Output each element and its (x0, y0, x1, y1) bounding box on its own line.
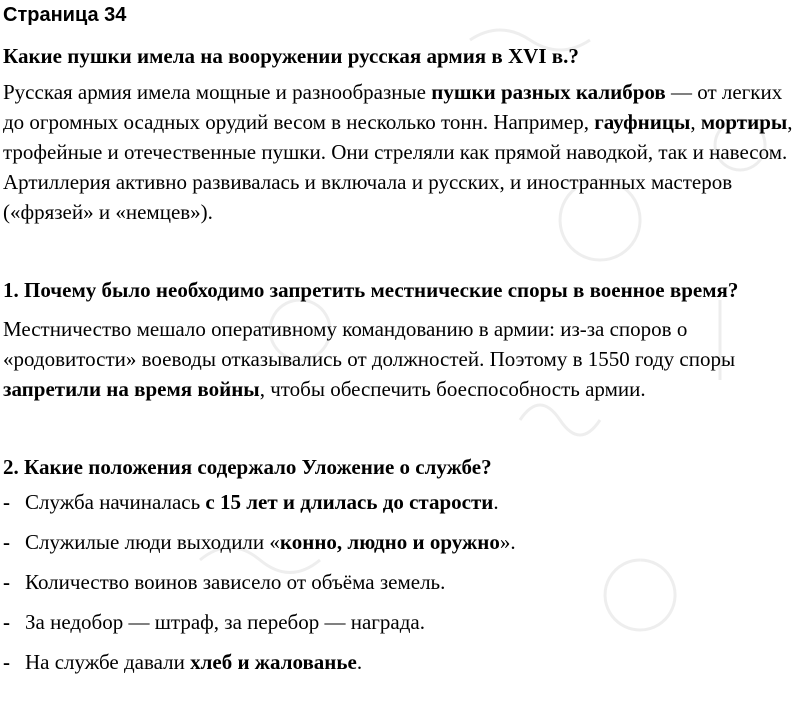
question-title: 2. Какие положения содержало Уложение о службе? (3, 455, 492, 479)
page-label: Страница 34 (3, 4, 127, 26)
bold-text: пушки разных калибров (431, 80, 666, 104)
bullet-dash: - (3, 530, 10, 554)
list-item-text: Служилые люди выходили «конно, людно и оружно». (25, 530, 516, 554)
bold-text: с 15 лет и длилась до старости (205, 490, 494, 514)
answer-paragraph: Русская армия имела мощные и разнообразные пушки разных калибров — от легких до огромных осадных орудий весом в несколько тонн. Например, гауфницы, мортиры, трофейные и отечественные пушки. Они стреляли как прямой наводкой, так и навесом. Артиллерия активно развивалась и включала и русских, и иностранных мастеров («фрязей» и «немцев»). (3, 80, 793, 224)
list-item (3, 487, 796, 517)
list-item-text: На службе давали хлеб и жалованье. (25, 650, 363, 674)
bullet-dash: - (3, 490, 10, 514)
bullet-dash: - (3, 570, 10, 594)
list-item (3, 647, 796, 677)
bold-text: запретили на время войны (3, 377, 260, 401)
list-item (3, 567, 796, 597)
question-title: 1. Почему было необходимо запретить местнические споры в военное время? (3, 278, 739, 302)
question-title: Какие пушки имела на вооружении русская армия в XVI в.? (3, 44, 579, 68)
bold-text: мортиры (700, 110, 788, 134)
bullet-dash: - (3, 610, 10, 634)
bold-text: хлеб и жалованье (190, 650, 357, 674)
bold-text: гауфницы (594, 110, 691, 134)
bullet-dash: - (3, 650, 10, 674)
list-item-text: Служба начиналась с 15 лет и длилась до старости. (25, 490, 499, 514)
list-item (3, 527, 796, 557)
bold-text: конно, людно и оружно (279, 530, 500, 554)
list-item-text: Количество воинов зависело от объёма земель. (25, 570, 446, 594)
list-item (3, 607, 796, 637)
answer-list (3, 487, 796, 677)
document-content (3, 3, 796, 677)
list-item-text: За недобор — штраф, за перебор — награда. (25, 610, 425, 634)
answer-paragraph: Местничество мешало оперативному командованию в армии: из-за споров о «родовитости» воеводы отказывались от должностей. Поэтому в 1550 году споры запретили на время войны, чтобы обеспечить боеспособность армии. (3, 317, 736, 401)
